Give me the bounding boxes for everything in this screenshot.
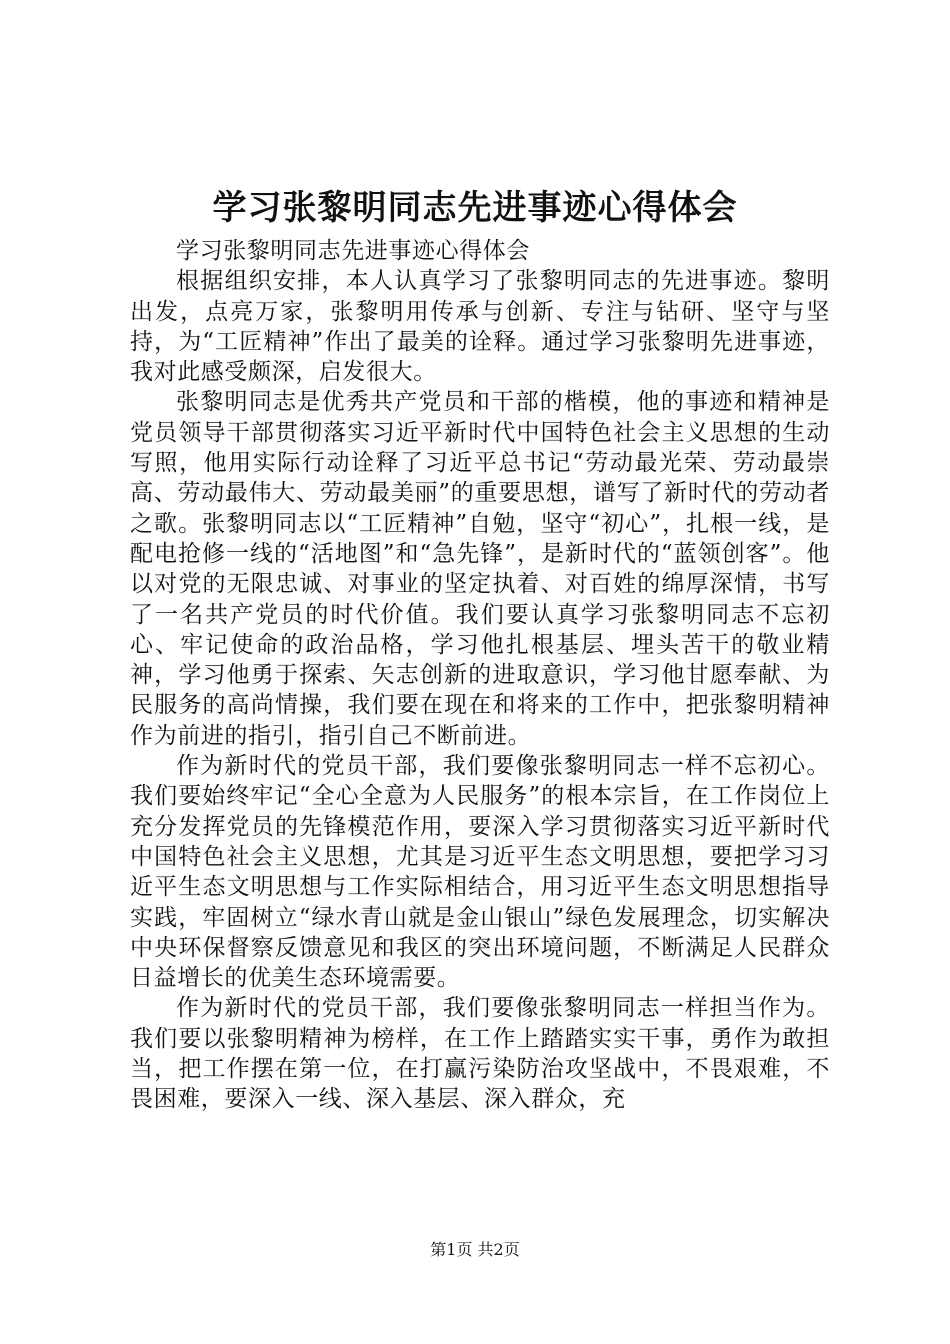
document-body [130, 236, 830, 1115]
document-title: 学习张黎明同志先进事迹心得体会 [212, 188, 738, 228]
paragraph: 张黎明同志是优秀共产党员和干部的楷模，他的事迹和精神是党员领导干部贯彻落实习近平新时代中国特色社会主义思想的生动写照，他用实际行动诠释了习近平总书记“劳动最光荣、劳动最崇高、劳动最伟大、劳动最美丽”的重要思想，谱写了新时代的劳动者之歌。张黎明同志以“工匠精神”自勉，坚守“初心”，扎根一线，是配电抢修一线的“活地图”和“急先锋”，是新时代的“蓝领创客”。他以对党的无限忠诚、对事业的坚定执着、对百姓的绵厚深情，书写了一名共产党员的时代价值。我们要认真学习张黎明同志不忘初心、牢记使命的政治品格，学习他扎根基层、埋头苦干的敬业精神，学习他勇于探索、矢志创新的进取意识，学习他甘愿奉献、为民服务的高尚情操，我们要在现在和将来的工作中，把张黎明精神作为前进的指引，指引自己不断前进。 [130, 389, 830, 749]
paragraph: 作为新时代的党员干部，我们要像张黎明同志一样担当作为。我们要以张黎明精神为榜样，在工作上踏踏实实干事，勇作为敢担当，把工作摆在第一位，在打赢污染防治攻坚战中，不畏艰难，不畏困难，要深入一线、深入基层、深入群众，充 [130, 995, 830, 1113]
paragraph: 根据组织安排，本人认真学习了张黎明同志的先进事迹。黎明出发，点亮万家，张黎明用传承与创新、专注与钻研、坚守与坚持，为“工匠精神”作出了最美的诠释。通过学习张黎明先进事迹，我对此感受颇深，启发很大。 [130, 268, 830, 386]
paragraph-subtitle: 学习张黎明同志先进事迹心得体会 [176, 238, 530, 264]
paragraph: 作为新时代的党员干部，我们要像张黎明同志一样不忘初心。我们要始终牢记“全心全意为人民服务”的根本宗旨，在工作岗位上充分发挥党员的先锋模范作用，要深入学习贯彻落实习近平新时代中国特色社会主义思想，尤其是习近平生态文明思想，要把学习习近平生态文明思想与工作实际相结合，用习近平生态文明思想指导实践，牢固树立“绿水青山就是金山银山”绿色发展理念，切实解决中央环保督察反馈意见和我区的突出环境问题，不断满足人民群众日益增长的优美生态环境需要。 [130, 753, 830, 992]
page-footer: 第1页 共2页 [430, 1240, 520, 1259]
